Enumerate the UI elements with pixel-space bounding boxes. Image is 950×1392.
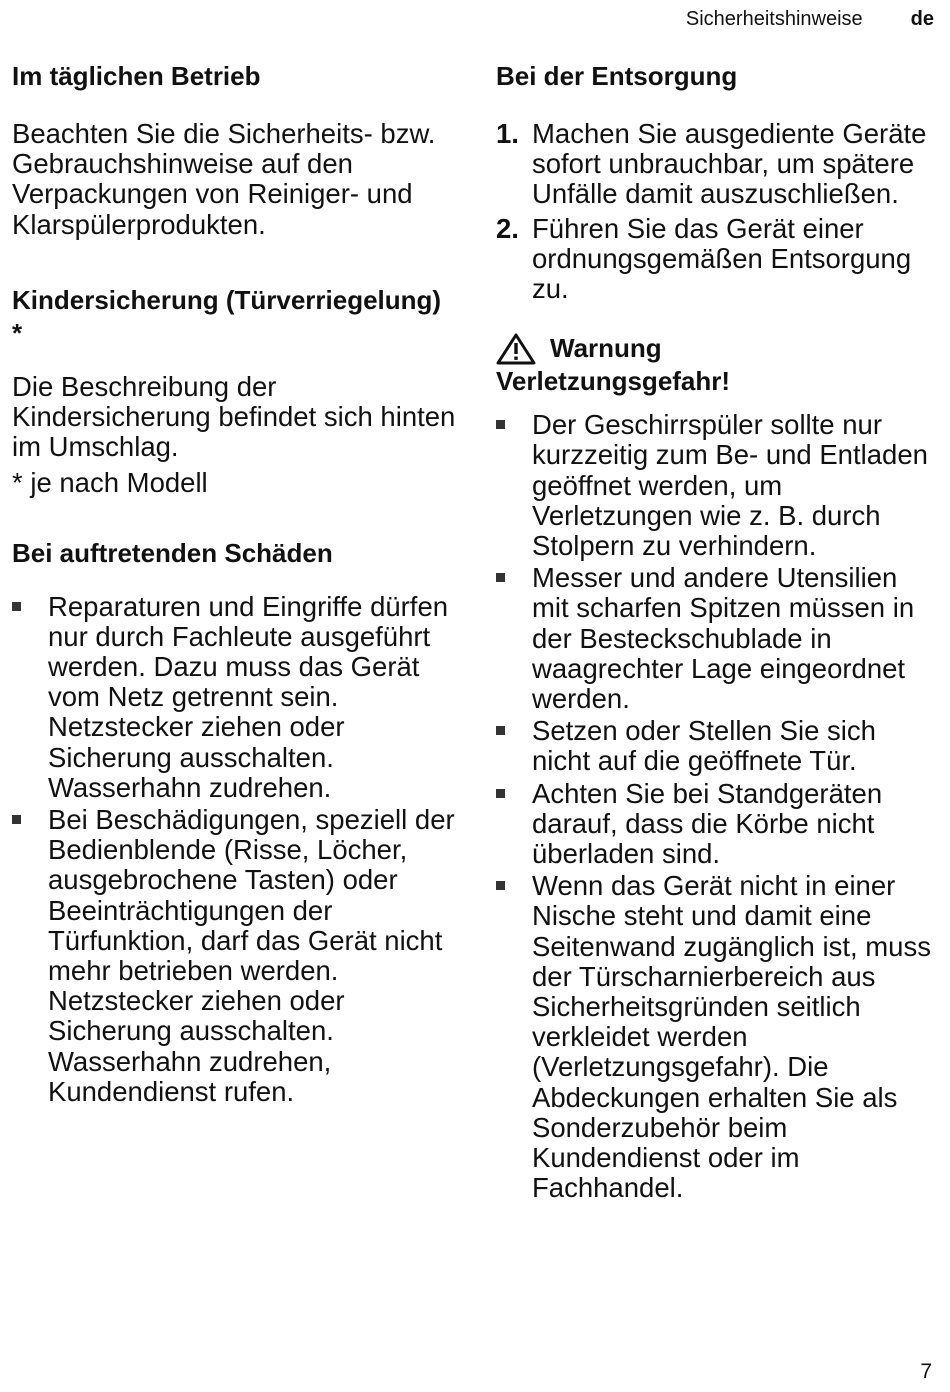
list-item xyxy=(496,410,936,561)
list-item-text: Bei Beschädigungen, speziell der Bedienblende (Risse, Löcher, ausgebrochene Tasten) oder Beeinträchtigungen der Türfunktion, darf das Gerät nicht mehr betrieben werden. Netzstecker ziehen oder Sicherung ausschalten. Wasserhahn zudrehen, Kundendienst rufen. xyxy=(48,804,455,1107)
damage-list xyxy=(12,592,457,1107)
list-item-text: Achten Sie bei Standgeräten darauf, dass die Körbe nicht überladen sind. xyxy=(532,777,883,870)
bullet-square-icon xyxy=(496,420,505,429)
step-number: 2. xyxy=(496,212,519,244)
step-text: Führen Sie das Gerät einer ordnungsgemäßen Entsorgung zu. xyxy=(532,212,912,305)
list-item xyxy=(496,563,936,714)
language-code: de xyxy=(910,7,934,30)
list-item xyxy=(496,716,936,776)
list-item xyxy=(12,592,457,803)
list-item-text: Setzen oder Stellen Sie sich nicht auf die geöffnete Tür. xyxy=(532,715,876,777)
child-lock-heading: Kindersicherung (Türverriegelung) * xyxy=(12,284,442,348)
left-column xyxy=(12,60,457,1109)
bullet-square-icon xyxy=(496,573,505,582)
bullet-square-icon xyxy=(12,815,21,824)
disposal-heading: Bei der Entsorgung xyxy=(496,61,738,91)
model-note: * je nach Modell xyxy=(12,467,208,499)
list-item xyxy=(12,805,457,1107)
list-item xyxy=(496,779,936,870)
section-title: Sicherheitshinweise xyxy=(685,7,863,30)
page-header xyxy=(686,6,934,32)
list-item-text: Der Geschirrspüler sollte nur kurzzeitig zum Be- und Entladen geöffnet werden, um Verletzungen wie z. B. durch Stolpern zu verhindern. xyxy=(532,409,928,562)
step-item xyxy=(496,119,936,210)
bullet-square-icon xyxy=(496,789,505,798)
right-column xyxy=(496,60,936,1206)
damage-heading: Bei auftretenden Schäden xyxy=(12,537,333,568)
list-item-text: Wenn das Gerät nicht in einer Nische steht und damit eine Seitenwand zugänglich ist, muss der Türscharnierbereich aus Sicherheitsgründen seitlich verkleidet werden (Verletzungsgefahr). Die Abdeckungen erhalten Sie als Sonderzubehör beim Kundendienst oder im Fachhandel. xyxy=(532,870,931,1204)
warning-subtitle: Verletzungsgefahr! xyxy=(496,366,731,397)
warning-list xyxy=(496,410,936,1203)
step-item xyxy=(496,214,936,305)
disposal-steps xyxy=(496,119,936,304)
daily-operation-heading: Im täglichen Betrieb xyxy=(12,61,261,91)
bullet-square-icon xyxy=(496,881,505,890)
list-item xyxy=(496,871,936,1203)
step-text: Machen Sie ausgediente Geräte sofort unbrauchbar, um spätere Unfälle damit auszuschließen. xyxy=(532,118,927,210)
page-number: 7 xyxy=(920,1360,932,1383)
warning-triangle-icon xyxy=(496,333,536,365)
step-number: 1. xyxy=(496,118,519,149)
bullet-square-icon xyxy=(496,726,505,735)
list-item-text: Messer und andere Utensilien mit scharfen Spitzen müssen in der Besteckschublade in waagrechter Lage eingeordnet werden. xyxy=(532,562,915,715)
bullet-square-icon xyxy=(12,602,21,611)
warning-heading xyxy=(496,332,936,365)
child-lock-text: Die Beschreibung der Kindersicherung befindet sich hinten im Umschlag. xyxy=(12,370,456,463)
daily-operation-text: Beachten Sie die Sicherheits- bzw. Gebrauchshinweise auf den Verpackungen von Reiniger- und Klarspülerprodukten. xyxy=(12,118,436,240)
list-item-text: Reparaturen und Eingriffe dürfen nur durch Fachleute ausgeführt werden. Dazu muss das Gerät vom Netz getrennt sein. Netzstecker ziehen oder Sicherung ausschalten. Wasserhahn zudrehen. xyxy=(48,590,449,803)
warning-title: Warnung xyxy=(550,333,662,364)
